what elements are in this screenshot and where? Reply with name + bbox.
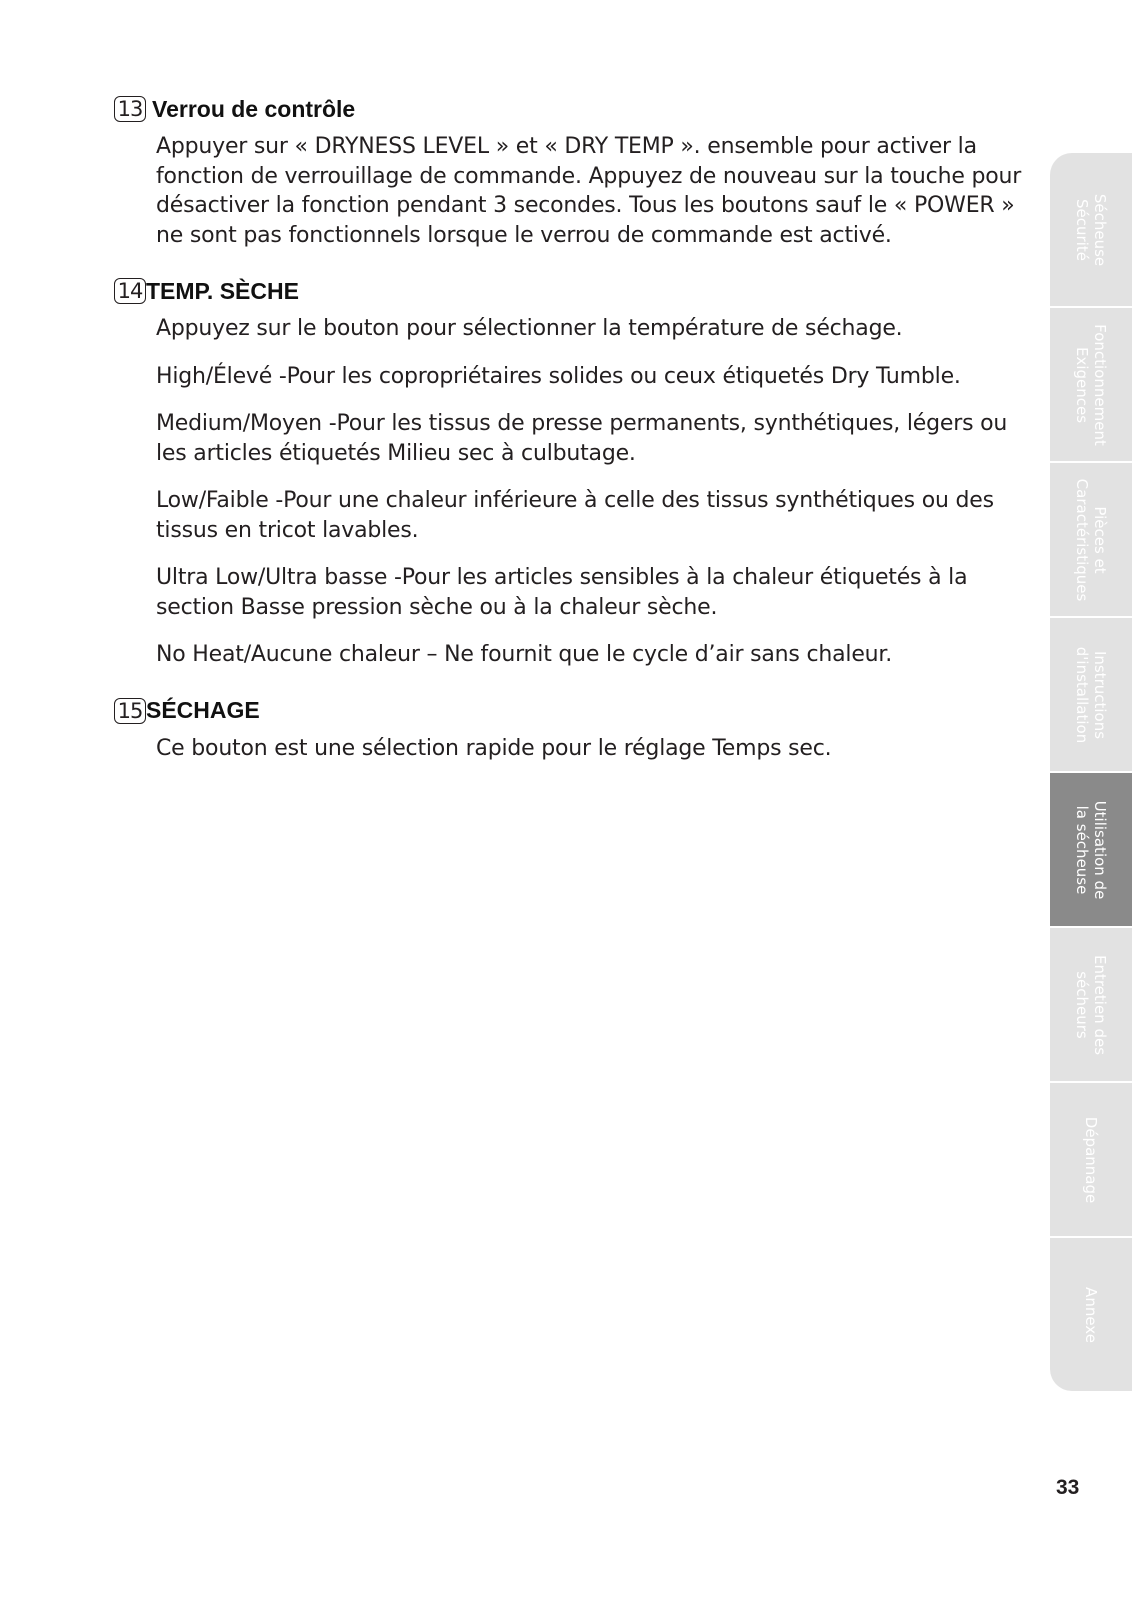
section-paragraph: No Heat/Aucune chaleur – Ne fournit que le cycle d’air sans chaleur.	[156, 642, 893, 667]
section-paragraph: High/Élevé -Pour les copropriétaires solides ou ceux étiquetés Dry Tumble.	[156, 363, 961, 389]
section-heading	[114, 276, 1034, 306]
tab-label: Fonctionnement Exigences	[1073, 323, 1109, 446]
tab-securite[interactable]	[1050, 153, 1132, 308]
section-heading	[114, 696, 1034, 726]
tab-depannage[interactable]	[1050, 1083, 1132, 1238]
section-number-badge: 13	[114, 96, 146, 122]
section-paragraph: Ultra Low/Ultra basse -Pour les articles sensibles à la chaleur étiquetés à la section Basse pression sèche ou à la chaleur sèche.	[156, 565, 968, 620]
section-number-badge: 14	[114, 278, 146, 304]
section-paragraph: Low/Faible -Pour une chaleur inférieure à celle des tissus synthétiques ou des tissus en tricot lavables.	[156, 488, 994, 543]
tab-label: Entretien des sécheurs	[1073, 954, 1109, 1055]
tab-instructions-installation[interactable]	[1050, 618, 1132, 773]
manual-content	[114, 94, 1034, 781]
tab-exigences[interactable]	[1050, 308, 1132, 463]
section-title: SÉCHAGE	[146, 697, 260, 723]
section-title: TEMP. SÈCHE	[146, 277, 299, 304]
tab-annexe[interactable]	[1050, 1238, 1132, 1391]
tab-label: Dépannage	[1082, 1116, 1100, 1203]
section-sechage	[114, 696, 1034, 764]
tab-label: Sécheuse Sécurité	[1073, 193, 1109, 266]
page-number: 33	[1056, 1476, 1080, 1499]
section-heading	[114, 94, 1034, 124]
section-paragraph: Medium/Moyen -Pour les tissus de presse permanents, synthétiques, légers ou les articles étiquetés Milieu sec à culbutage.	[156, 411, 1008, 466]
tab-entretien-secheurs[interactable]	[1050, 928, 1132, 1083]
section-temp-seche	[114, 276, 1034, 670]
section-paragraph: Appuyez sur le bouton pour sélectionner la température de séchage.	[156, 316, 903, 341]
tab-label: Utilisation de la sécheuse	[1073, 800, 1109, 899]
tab-label: Pièces et Caractéristiques	[1073, 478, 1109, 601]
section-title: Verrou de contrôle	[152, 95, 356, 122]
section-number-badge: 15	[114, 698, 146, 724]
section-verrou-de-controle	[114, 94, 1034, 250]
tab-utilisation-secheuse[interactable]	[1050, 773, 1132, 928]
tab-label: Instructions d'installation	[1073, 646, 1109, 743]
section-paragraph: Appuyer sur « DRYNESS LEVEL » et « DRY TEMP ». ensemble pour activer la fonction de verrouillage de commande. Appuyez de nouveau sur la touche pour désactiver la fonction pendant 3 secondes. Tous les boutons sauf le « POWER » ne sont pas fonctionnels lorsque le verrou de commande est activé.	[156, 134, 1022, 248]
section-paragraph: Ce bouton est une sélection rapide pour le réglage Temps sec.	[156, 735, 832, 761]
tab-label: Annexe	[1082, 1286, 1100, 1343]
tab-pieces-caracteristiques[interactable]	[1050, 463, 1132, 618]
